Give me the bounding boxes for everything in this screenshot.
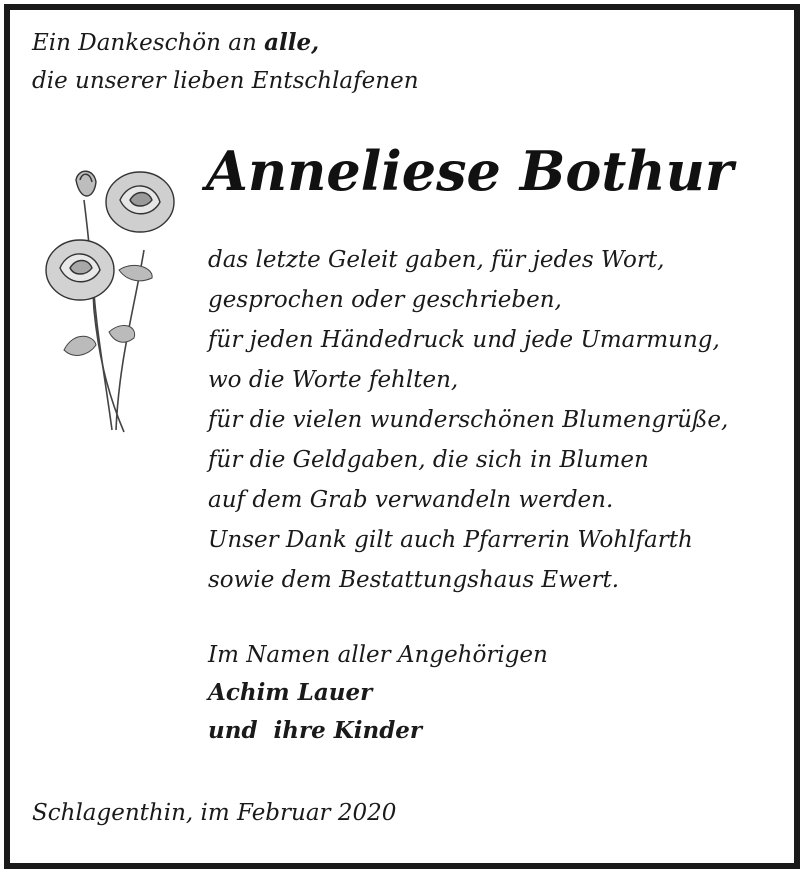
- body-line: für die vielen wunderschönen Blumengrüße,: [208, 407, 729, 433]
- signature-line1: Im Namen aller Angehörigen: [208, 642, 548, 668]
- body-line: für die Geldgaben, die sich in Blumen: [208, 447, 649, 473]
- roses-icon: [34, 160, 194, 440]
- intro-text: [32, 24, 419, 100]
- body-line: auf dem Grab verwandeln werden.: [208, 487, 614, 513]
- body-line: gesprochen oder geschrieben,: [208, 287, 562, 313]
- place-date: Schlagenthin, im Februar 2020: [32, 800, 397, 826]
- body-line: wo die Worte fehlten,: [208, 367, 459, 393]
- thanks-body: [208, 240, 728, 600]
- intro-line1-bold: alle,: [264, 29, 320, 56]
- body-line: das letzte Geleit gaben, für jedes Wort,: [208, 247, 665, 273]
- signature-family: und ihre Kinder: [208, 717, 423, 744]
- body-line: Unser Dank gilt auch Pfarrerin Wohlfarth: [208, 527, 693, 553]
- body-line: für jeden Händedruck und jede Umarmung,: [208, 327, 720, 353]
- intro-line2: die unserer lieben Entschlafenen: [32, 68, 419, 94]
- intro-line1-prefix: Ein Dankeschön an: [32, 30, 265, 56]
- signature-name: Achim Lauer: [208, 679, 373, 706]
- body-line: sowie dem Bestattungshaus Ewert.: [208, 567, 620, 593]
- deceased-name: Anneliese Bothur: [206, 139, 734, 203]
- signature-block: [208, 636, 548, 750]
